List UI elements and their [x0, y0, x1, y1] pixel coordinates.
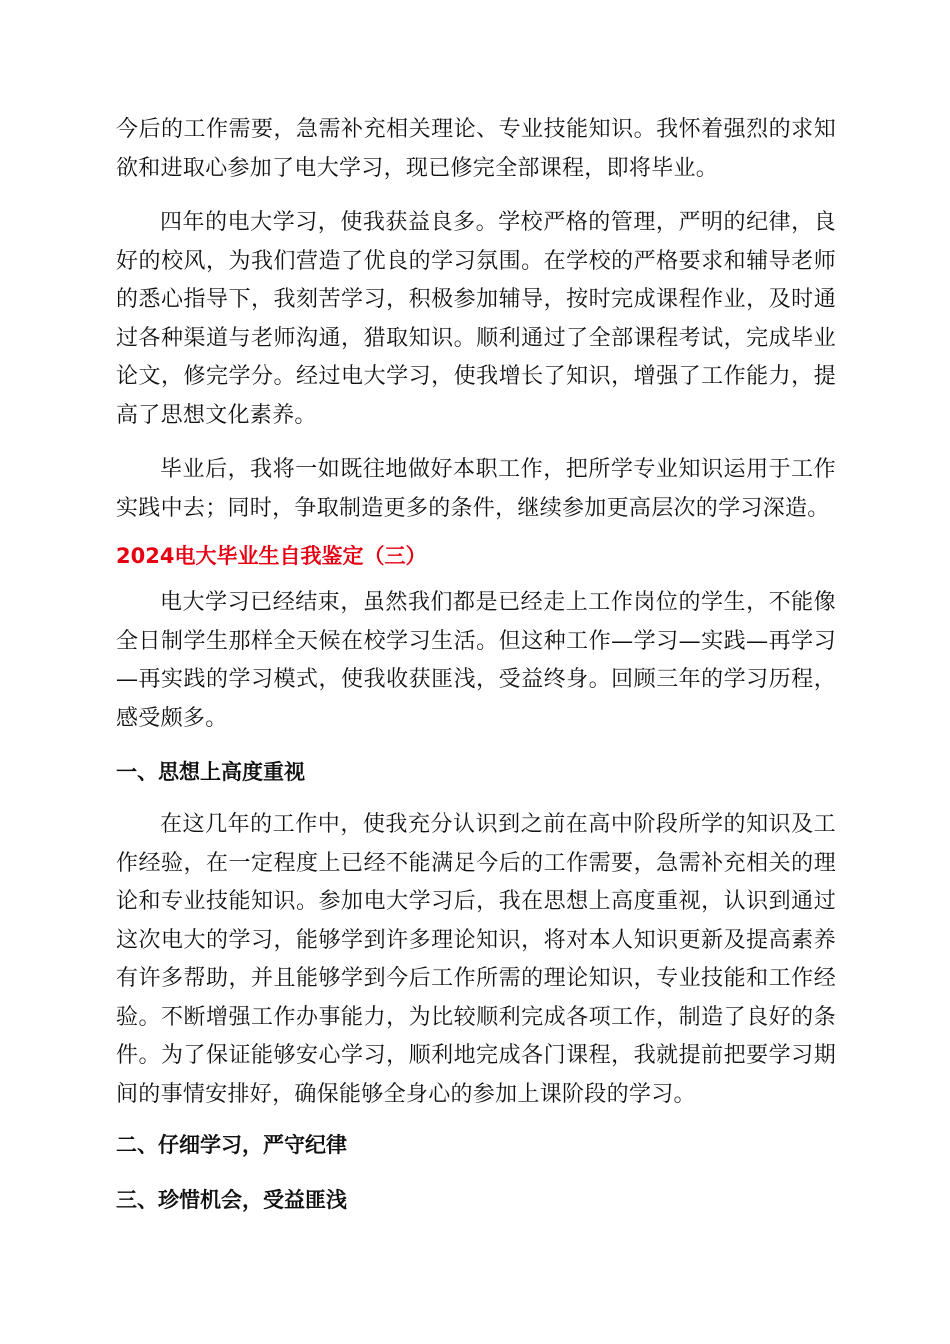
section-title: 2024电大毕业生自我鉴定（三） [116, 544, 427, 568]
paragraph-after-graduation: 毕业后，我将一如既往地做好本职工作，把所学专业知识运用于工作实践中去；同时，争取制造更多的条件，继续参加更高层次的学习深造。 [116, 457, 836, 521]
heading-2: 二、仔细学习，严守纪律 [116, 1133, 347, 1157]
heading-1: 一、思想上高度重视 [116, 760, 305, 784]
heading-3: 三、珍惜机会，受益匪浅 [116, 1188, 347, 1212]
paragraph-body-1: 在这几年的工作中，使我充分认识到之前在高中阶段所学的知识及工作经验，在一定程度上已经不能满足今后的工作需要，急需补充相关的理论和专业技能知识。参加电大学习后，我在思想上高度重视，认识到通过这次电大的学习，能够学到许多理论知识，将对本人知识更新及提高素养有许多帮助，并且能够学到今后工作所需的理论知识，专业技能和工作经验。不断增强工作办事能力，为比较顺利完成各项工作，制造了良好的条件。为了保证能够安心学习，顺利地完成各门课程，我就提前把要学习期间的事情安排好，确保能够全身心的参加上课阶段的学习。 [116, 812, 836, 1107]
paragraph-continuation: 今后的工作需要，急需补充相关理论、专业技能知识。我怀着强烈的求知欲和进取心参加了电大学习，现已修完全部课程，即将毕业。 [116, 117, 836, 181]
paragraph-intro: 电大学习已经结束，虽然我们都是已经走上工作岗位的学生，不能像全日制学生那样全天候在校学习生活。但这种工作—学习—实践—再学习—再实践的学习模式，使我收获匪浅，受益终身。回顾三年的学习历程，感受颇多。 [116, 590, 836, 731]
paragraph-study-summary: 四年的电大学习，使我获益良多。学校严格的管理，严明的纪律，良好的校风，为我们营造了优良的学习氛围。在学校的严格要求和辅导老师的悉心指导下，我刻苦学习，积极参加辅导，按时完成课程作业，及时通过各种渠道与老师沟通，猎取知识。顺利通过了全部课程考试，完成毕业论文，修完学分。经过电大学习，使我增长了知识，增强了工作能力，提高了思想文化素养。 [116, 210, 836, 428]
